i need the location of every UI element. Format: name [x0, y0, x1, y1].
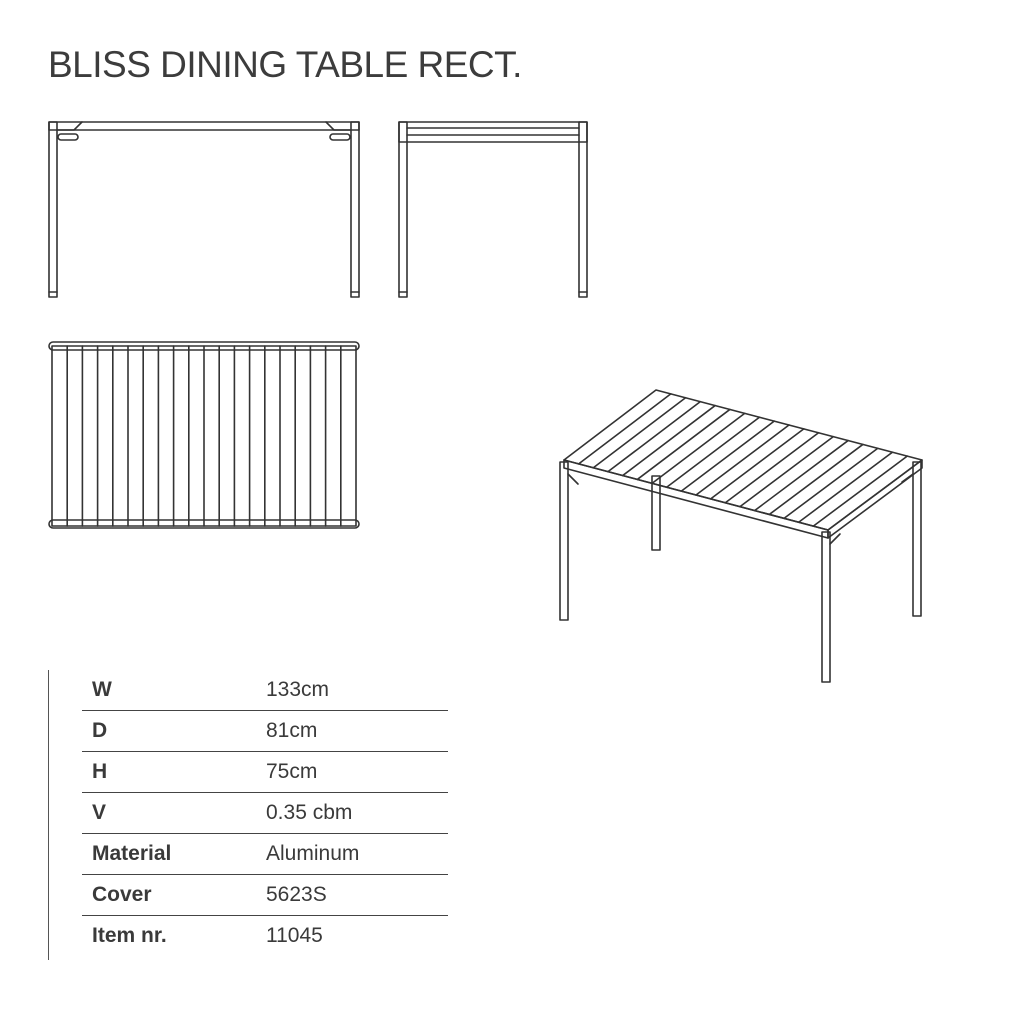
perspective-slat-line [593, 398, 685, 468]
spec-label: D [92, 719, 108, 742]
spec-row [82, 793, 448, 834]
perspective-slat-line [681, 421, 774, 491]
spec-row [82, 670, 448, 711]
spec-label: H [92, 760, 108, 783]
top-plan-drawing [44, 336, 366, 536]
spec-value: 133cm [266, 678, 330, 701]
spec-value: 81cm [266, 719, 318, 742]
spec-label: V [92, 801, 107, 824]
page-title: BLISS DINING TABLE RECT. [48, 44, 522, 85]
perspective-slat-line [637, 409, 730, 479]
perspective-slat-line [755, 441, 848, 511]
perspective-slat-line [740, 437, 833, 507]
spec-row [82, 834, 448, 875]
spec-value: 5623S [266, 883, 327, 906]
perspective-drawing [556, 384, 928, 690]
perspective-slat-line [784, 448, 878, 518]
spec-row [82, 752, 448, 793]
spec-row [82, 875, 448, 916]
front-elevation-drawing [44, 118, 366, 304]
specs-table [48, 670, 468, 960]
spec-label: W [92, 678, 112, 701]
spec-row [82, 711, 448, 752]
perspective-slat-line [696, 425, 789, 495]
specs-divider [48, 670, 49, 960]
perspective-slat-line [667, 417, 760, 487]
perspective-slat-line [623, 406, 715, 476]
spec-value: 75cm [266, 760, 318, 783]
spec-value: Aluminum [266, 842, 360, 865]
perspective-slat-line [725, 433, 818, 503]
perspective-slat-line [579, 394, 671, 464]
perspective-slat-line [769, 444, 863, 514]
side-elevation-drawing [394, 118, 594, 304]
spec-label: Item nr. [92, 924, 167, 947]
spec-value: 11045 [266, 924, 323, 947]
spec-label: Cover [92, 883, 152, 906]
perspective-slat-line [608, 402, 700, 472]
perspective-slat-line [711, 429, 804, 499]
spec-value: 0.35 cbm [266, 801, 353, 824]
perspective-slat-line [813, 456, 907, 526]
perspective-slat-line [652, 413, 745, 483]
perspective-slat-line [799, 452, 893, 522]
spec-label: Material [92, 842, 172, 865]
spec-row [82, 916, 448, 957]
